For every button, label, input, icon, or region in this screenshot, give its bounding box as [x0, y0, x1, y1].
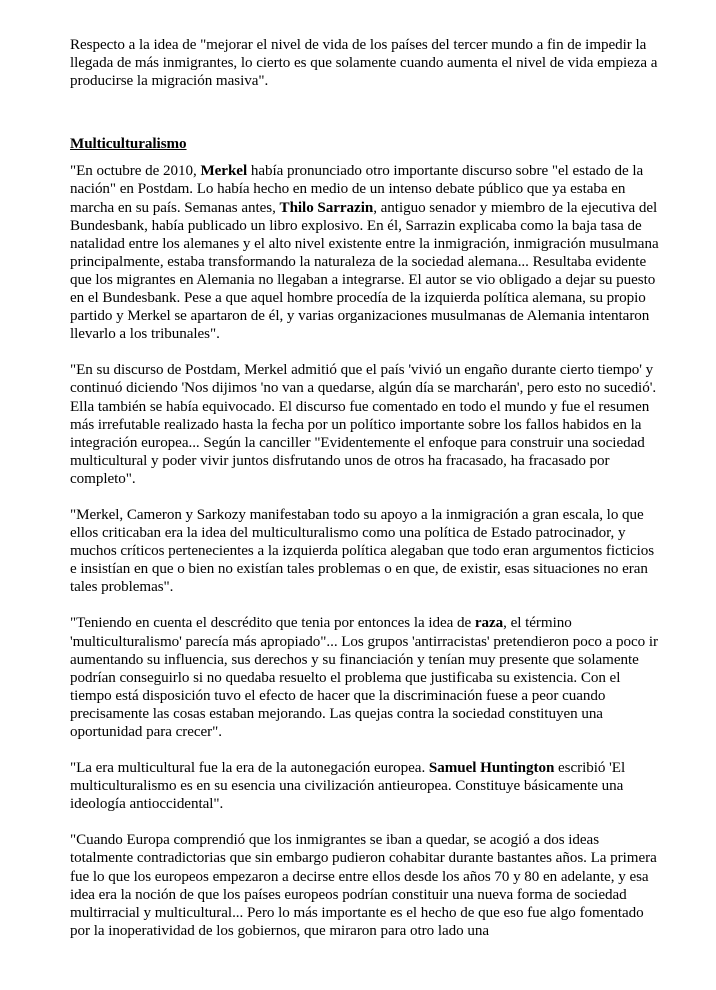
intro-paragraph — [70, 36, 660, 90]
text-run: "En su discurso de Postdam, Merkel admitió que el país 'vivió un engaño durante cierto tiempo' y continuó diciendo 'Nos dijimos 'no van a quedarse, algún día se marcharán', pero esto no sucedió'. Ella también se había equivocado. El discurso fue comentado en todo el mundo y fue el resumen más irrefutable realizado hasta la fecha por un político importante sobre los fallos habidos en la integración europea... Según la canciller "Evidentemente el enfoque para construir una sociedad multicultural y poder vivir juntos disfrutando unos de otros ha fracasado, ha fracasado por completo". — [70, 362, 657, 487]
text-run: había pronunciado otro importante discurso sobre "el estado de la nación" en Postdam. Lo había hecho en medio de un intenso debate público que ya estaba en marcha en su país. Semanas antes, — [70, 163, 644, 216]
text-run: "Teniendo en cuenta el descrédito que tenia por entonces la idea de — [70, 615, 475, 632]
text-run: , antiguo senador y miembro de la ejecutiva del Bundesbank, había publicado un libro explosivo. En él, Sarrazin explicaba como la baja tasa de natalidad entre los alemanes y el alto nivel existente entre la inmigración, inmigración musulmana principalmente, estaba transformando la naturaleza de la sociedad alemana... Resultaba evidente que los migrantes en Alemania no llegaban a integrarse. El autor se vio obligado a dejar su puesto en el Bundesbank. Pese a que aquel hombre procedía de la izquierda política alemana, su propio partido y Merkel se apartaron de él, y varias organizaciones musulmanas de Alemania intentaron llevarlo a los tribunales". — [70, 199, 659, 343]
paragraph-merkel-cameron-sarkozy — [70, 506, 660, 596]
section-heading-multiculturalismo: Multiculturalismo — [70, 136, 187, 153]
paragraph-europa-inmigrantes — [70, 831, 660, 940]
bold-name-huntington: Samuel Huntington — [428, 760, 555, 777]
text-run: , el término 'multiculturalismo' parecía más apropiado"... Los grupos 'antirracistas' pretendieron poco a poco ir aumentando su influencia, sus derechos y su financiación y tenían muy presente que solamente podrían conseguirlo si no quedaba resuelto el problema que justificaba su existencia. Con el tiempo está disposición tuvo el efecto de hacer que la discriminación fuese a peor cuando precisamente las cosas estaban mejorando. Las quejas contra la sociedad constituyen una oportunidad para crecer". — [70, 615, 658, 740]
bold-name-merkel: Merkel — [200, 163, 248, 180]
text-run: "En octubre de 2010, — [70, 163, 201, 180]
text-run: "Merkel, Cameron y Sarkozy manifestaban todo su apoyo a la inmigración a gran escala, lo que ellos criticaban era la idea del multiculturalismo como una política de Estado patrocinador, y muchos críticos pertenecientes a la izquierda política alegaban que todo eran argumentos ficticios e insistían en que o bien no existían tales problemas o en que, de existir, esas situaciones no eran tales problemas". — [70, 506, 655, 596]
document-page — [70, 36, 660, 958]
intro-text: Respecto a la idea de "mejorar el nivel de vida de los países del tercer mundo a fin de impedir la llegada de más inmigrantes, lo cierto es que solamente cuando aumenta el nivel de vida empieza a producirse la migración masiva". — [70, 37, 658, 90]
bold-word-raza: raza — [474, 615, 504, 632]
text-run: "Cuando Europa comprendió que los inmigrantes se iban a quedar, se acogió a dos ideas totalmente contradictorias que sin embargo pudieron cohabitar durante bastantes años. La primera fue lo que los europeos empezaron a decirse entre ellos desde los años 70 y 80 en adelante, y esa idea era la noción de que los países europeos podrían constituir una nueva forma de sociedad multirracial y multicultural... Pero lo más importante es el hecho de que eso fue algo fomentado por la inoperatividad de los gobiernos, que miraron para otro lado una — [70, 832, 657, 939]
paragraph-discurso-postdam — [70, 361, 660, 488]
paragraph-merkel-postdam — [70, 162, 660, 343]
paragraph-era-multicultural — [70, 759, 660, 813]
paragraph-raza — [70, 614, 660, 741]
text-run: "La era multicultural fue la era de la autonegación europea. — [70, 760, 429, 777]
text-run: escribió 'El multiculturalismo es en su esencia una civilización antieuropea. Constituye básicamente una ideología antioccidental". — [70, 760, 626, 813]
bold-name-sarrazin: Thilo Sarrazin — [279, 199, 374, 216]
